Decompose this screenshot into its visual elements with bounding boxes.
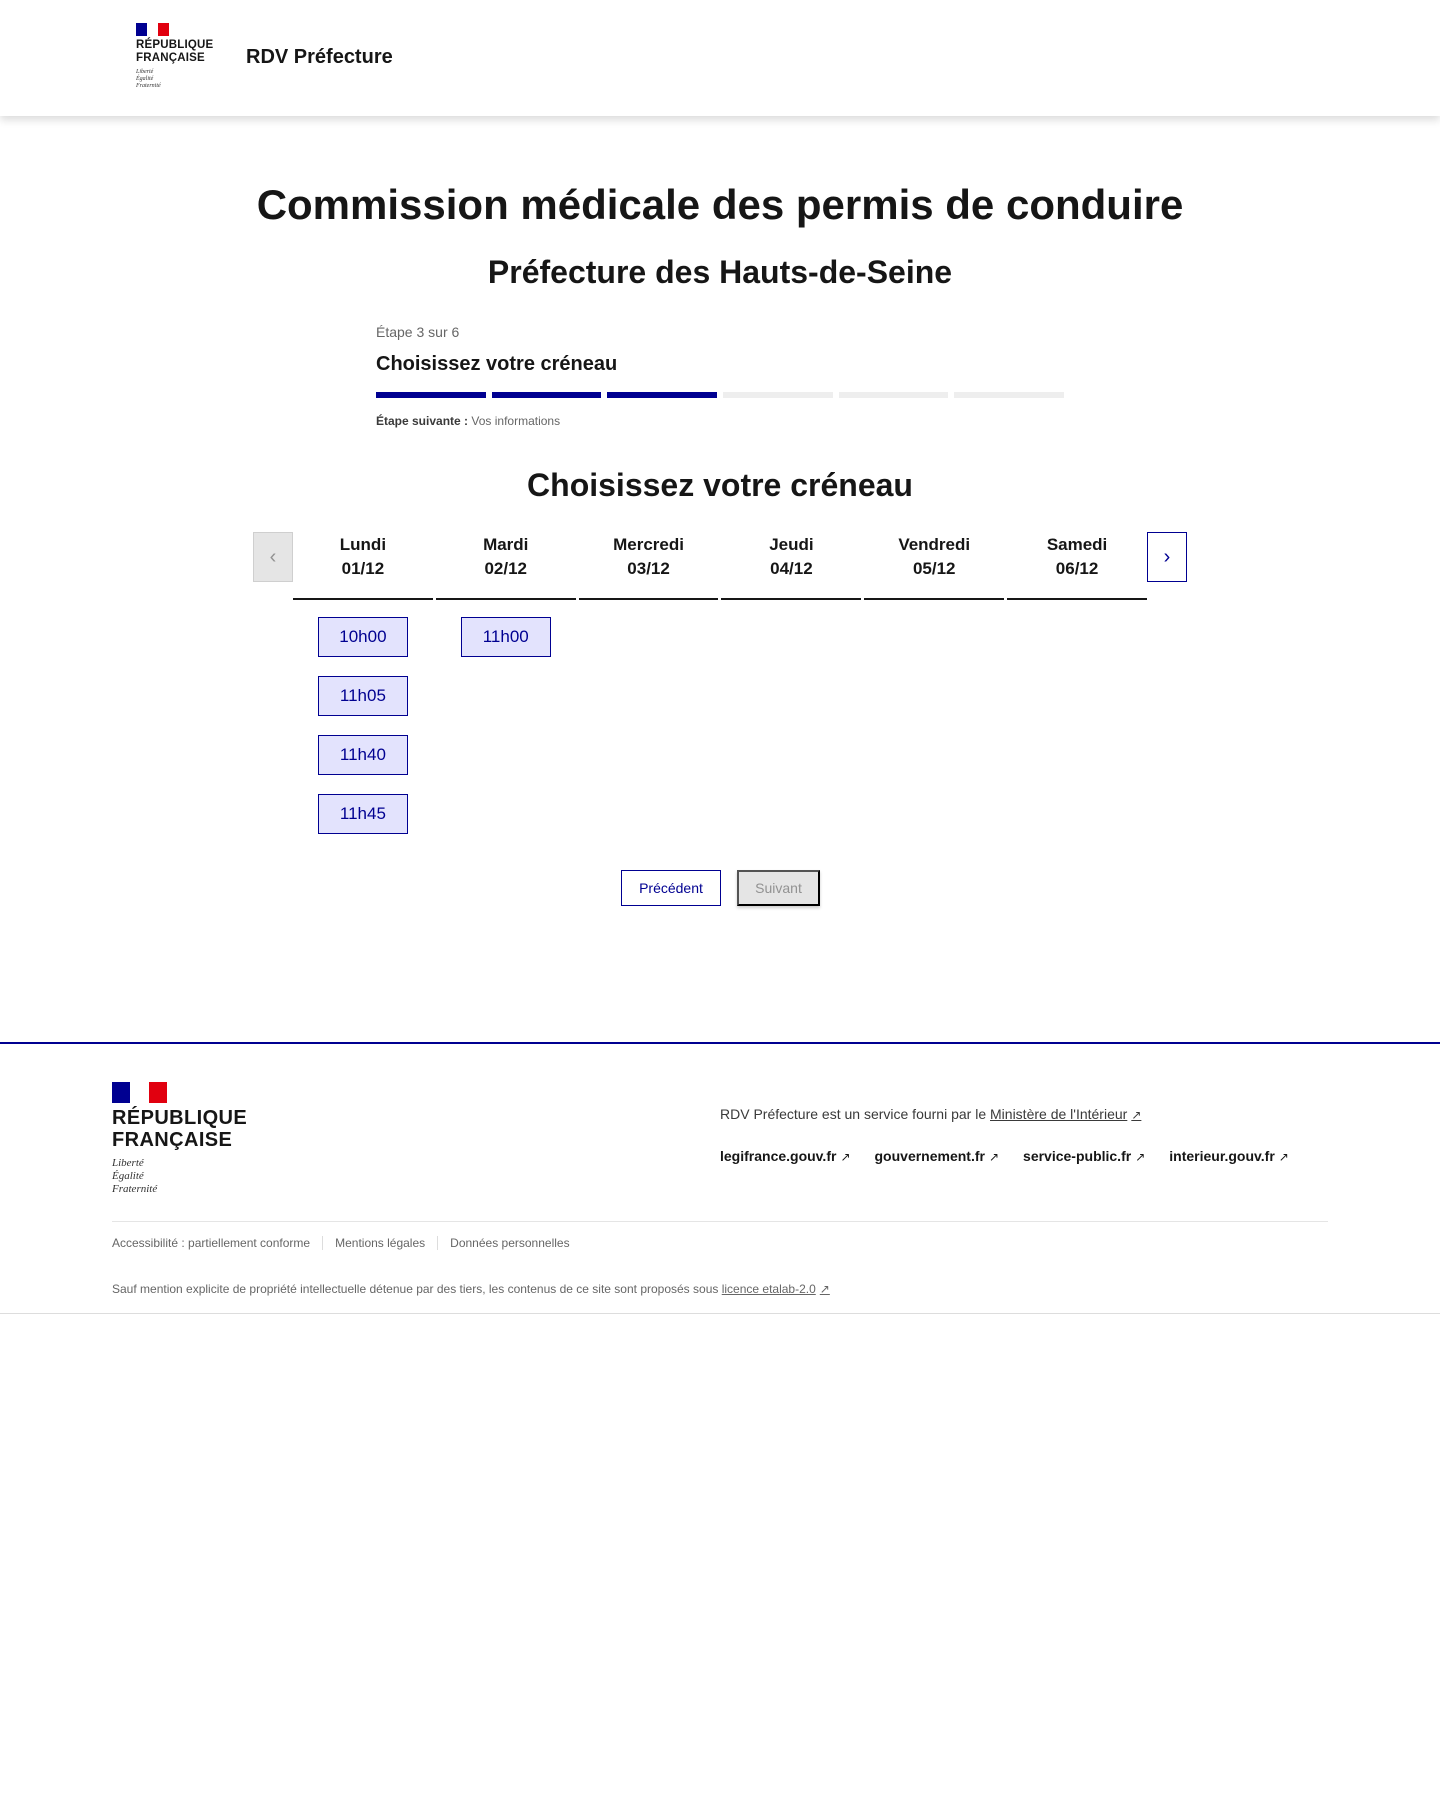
day-name: Samedi — [1046, 535, 1108, 554]
footer-bottom-link[interactable]: Données personnelles — [437, 1236, 581, 1250]
chevron-right-icon: › — [1163, 545, 1171, 568]
calendar-prev-button[interactable] — [253, 532, 293, 582]
stepper-bar — [492, 392, 602, 398]
stepper-bar — [376, 392, 486, 398]
external-link-icon: ↗ — [1131, 1108, 1142, 1122]
motto-fraternite: Fraternité — [136, 83, 161, 89]
time-slot-button[interactable]: 11h00 — [461, 617, 551, 657]
section-title: Choisissez votre créneau — [527, 467, 913, 503]
calendar-day-column — [864, 532, 1004, 834]
day-name: Vendredi — [898, 535, 971, 554]
marianne-flag-icon — [112, 1082, 167, 1103]
footer-link[interactable] — [1169, 1148, 1289, 1164]
calendar-day-column — [721, 532, 861, 834]
motto-fraternite: Fraternité — [112, 1183, 158, 1195]
footer-link-label: legifrance.gouv.fr — [720, 1148, 837, 1164]
stepper-next-step — [376, 414, 1064, 428]
logo-text-line2: FRANÇAISE — [136, 52, 205, 64]
marianne-flag-icon — [136, 23, 169, 36]
day-date: 06/12 — [1055, 559, 1099, 578]
page-subtitle: Préfecture des Hauts-de-Seine — [487, 254, 953, 290]
service-title[interactable]: RDV Préfecture — [246, 46, 393, 68]
time-slot-button[interactable]: 10h00 — [318, 617, 408, 657]
footer-logo-text-line2: FRANÇAISE — [112, 1129, 233, 1151]
time-slot-button[interactable]: 11h40 — [318, 735, 408, 775]
logo-text-line1: RÉPUBLIQUE — [136, 39, 214, 51]
stepper-bar — [607, 392, 717, 398]
footer-bottom-link[interactable]: Mentions légales — [322, 1236, 437, 1250]
day-date: 05/12 — [912, 559, 956, 578]
stepper-next-label: Étape suivante : — [376, 414, 469, 428]
calendar-day-column — [293, 532, 433, 834]
next-button[interactable]: Suivant — [737, 870, 820, 906]
motto-liberte: Liberté — [112, 1157, 144, 1169]
day-date: 03/12 — [627, 559, 670, 578]
footer-link[interactable] — [875, 1148, 1000, 1164]
day-name: Jeudi — [769, 535, 814, 554]
calendar-day-header — [721, 532, 861, 600]
stepper-state: Étape 3 sur 6 — [376, 324, 460, 340]
footer-logo-motto — [112, 1157, 247, 1196]
external-link-icon: ↗ — [819, 1282, 830, 1296]
footer-description — [720, 1106, 1141, 1122]
external-link-icon: ↗ — [1278, 1150, 1289, 1164]
footer-link[interactable] — [720, 1148, 851, 1164]
footer-bottom-link[interactable]: Accessibilité : partiellement conforme — [112, 1236, 311, 1250]
motto-egalite: Égalité — [136, 76, 154, 82]
footer-links — [720, 1148, 1289, 1164]
footer-republique-francaise-logo[interactable] — [112, 1082, 247, 1196]
page-title: Commission médicale des permis de conduire — [256, 181, 1184, 228]
stepper-title: Choisissez votre créneau — [376, 353, 618, 375]
external-link-icon: ↗ — [1135, 1150, 1146, 1164]
stepper-next-value: Vos informations — [471, 414, 561, 428]
calendar-day-header — [864, 532, 1004, 600]
external-link-icon: ↗ — [840, 1150, 851, 1164]
stepper — [376, 324, 1064, 428]
calendar-day-header — [293, 532, 433, 600]
footer-logo-text-line1: RÉPUBLIQUE — [112, 1107, 248, 1129]
footer-divider — [112, 1221, 1328, 1222]
license-link-label: licence etalab-2.0 — [721, 1282, 816, 1296]
footer-link-label: gouvernement.fr — [874, 1148, 985, 1164]
site-footer — [0, 1042, 1440, 1314]
footer-bottom-links — [112, 1236, 582, 1250]
time-slots — [436, 617, 576, 657]
day-date: 04/12 — [770, 559, 813, 578]
ministere-link[interactable] — [990, 1106, 1141, 1122]
footer-description-text: RDV Préfecture est un service fourni par le — [720, 1106, 987, 1122]
footer-link-label: interieur.gouv.fr — [1169, 1148, 1275, 1164]
stepper-progress — [376, 392, 1064, 398]
day-name: Mercredi — [613, 535, 684, 554]
stepper-bar — [954, 392, 1064, 398]
site-header — [0, 0, 1440, 116]
time-slot-button[interactable]: 11h45 — [318, 794, 408, 834]
day-name: Mardi — [483, 535, 529, 554]
external-link-icon: ↗ — [988, 1150, 1000, 1164]
calendar-day-header — [1007, 532, 1147, 600]
calendar-day-column — [436, 532, 576, 834]
republique-francaise-logo[interactable] — [136, 23, 216, 95]
calendar-day-header — [579, 532, 719, 600]
stepper-bar — [839, 392, 949, 398]
license-link[interactable] — [722, 1282, 830, 1296]
day-date: 02/12 — [484, 559, 528, 578]
day-name: Lundi — [339, 535, 387, 554]
footer-link-label: service-public.fr — [1023, 1148, 1132, 1164]
footer-license — [112, 1282, 830, 1296]
calendar-day-column — [579, 532, 719, 834]
time-slots — [293, 617, 433, 834]
license-text: Sauf mention explicite de propriété intellectuelle détenue par des tiers, les contenus de ce site sont proposés sous — [112, 1282, 719, 1296]
footer-link[interactable] — [1023, 1148, 1145, 1164]
calendar-next-button[interactable] — [1147, 532, 1187, 582]
previous-button[interactable]: Précédent — [621, 870, 721, 906]
ministere-link-label: Ministère de l'Intérieur — [990, 1106, 1128, 1122]
calendar-day-header — [436, 532, 576, 600]
time-slot-button[interactable]: 11h05 — [318, 676, 408, 716]
calendar-days — [293, 532, 1147, 834]
logo-motto — [136, 69, 216, 90]
calendar-day-column — [1007, 532, 1147, 834]
chevron-left-icon: ‹ — [269, 545, 277, 568]
day-date: 01/12 — [341, 559, 385, 578]
motto-liberte: Liberté — [136, 69, 154, 75]
stepper-bar — [723, 392, 833, 398]
motto-egalite: Égalité — [112, 1170, 144, 1182]
